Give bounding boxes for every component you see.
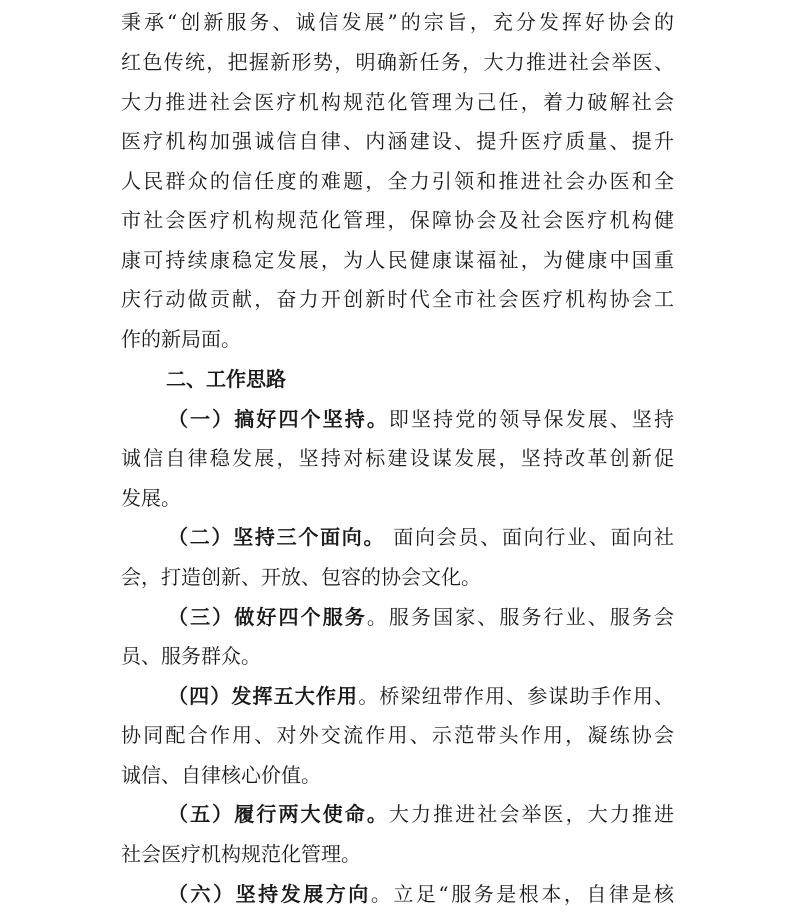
- item-line: 员、服务群众。: [121, 644, 261, 668]
- item-line: 社会医疗机构规范化管理。: [121, 842, 361, 866]
- item-title: （四）发挥五大作用: [168, 684, 359, 708]
- item-text: 即坚持党的领导保发展、坚持: [388, 407, 675, 431]
- item-text: 大力推进社会举医，大力推进: [388, 802, 675, 826]
- item-text: 面向会员、面向行业、面向社: [385, 525, 675, 549]
- intro-line: 市社会医疗机构规范化管理，保障协会及社会医疗机构健: [121, 208, 674, 232]
- intro-line: 医疗机构加强诚信自律、内涵建设、提升医疗质量、提升: [121, 129, 674, 153]
- item-title: （五）履行两大使命。: [168, 802, 389, 826]
- item-title: （一）搞好四个坚持。: [168, 407, 389, 431]
- item-first-line: [168, 879, 674, 909]
- intro-line: 康可持续康稳定发展，为人民健康谋福祉，为健康中国重: [121, 248, 674, 272]
- item-first-line: [168, 681, 674, 711]
- item-title: （六）坚持发展方向: [168, 882, 371, 906]
- intro-line: 秉承“创新服务、诚信发展”的宗旨，充分发挥好协会的: [121, 10, 674, 34]
- intro-line: 庆行动做贡献，奋力开创新时代全市社会医疗机构协会工: [121, 287, 674, 311]
- item-line: 诚信、自律核心价值。: [121, 763, 321, 787]
- item-first-line: [168, 799, 674, 829]
- item-line: 发展。: [121, 486, 181, 510]
- item-first-line: [168, 602, 674, 632]
- intro-line: 大力推进社会医疗机构规范化管理为己任，着力破解社会: [121, 90, 674, 114]
- intro-line: 红色传统，把握新形势，明确新任务，大力推进社会举医、: [121, 50, 674, 74]
- intro-line: 人民群众的信任度的难题，全力引领和推进社会办医和全: [121, 169, 674, 193]
- item-line: 诚信自律稳发展，坚持对标建设谋发展，坚持改革创新促: [121, 446, 674, 470]
- item-text: 。服务国家、服务行业、服务会: [366, 605, 675, 629]
- item-text: 。桥梁纽带作用、参谋助手作用、: [358, 684, 675, 708]
- section-heading: 二、工作思路: [166, 367, 286, 391]
- item-text: 。立足“服务是根本，自律是核: [370, 882, 675, 906]
- item-title: （二）坚持三个面向。: [168, 525, 386, 549]
- intro-line: 作的新局面。: [121, 327, 241, 351]
- item-line: 协同配合作用、对外交流作用、示范带头作用，凝练协会: [121, 723, 674, 747]
- item-title: （三）做好四个服务: [168, 605, 367, 629]
- item-first-line: [168, 404, 674, 434]
- item-first-line: [168, 522, 674, 552]
- item-line: 会，打造创新、开放、包容的协会文化。: [121, 565, 481, 589]
